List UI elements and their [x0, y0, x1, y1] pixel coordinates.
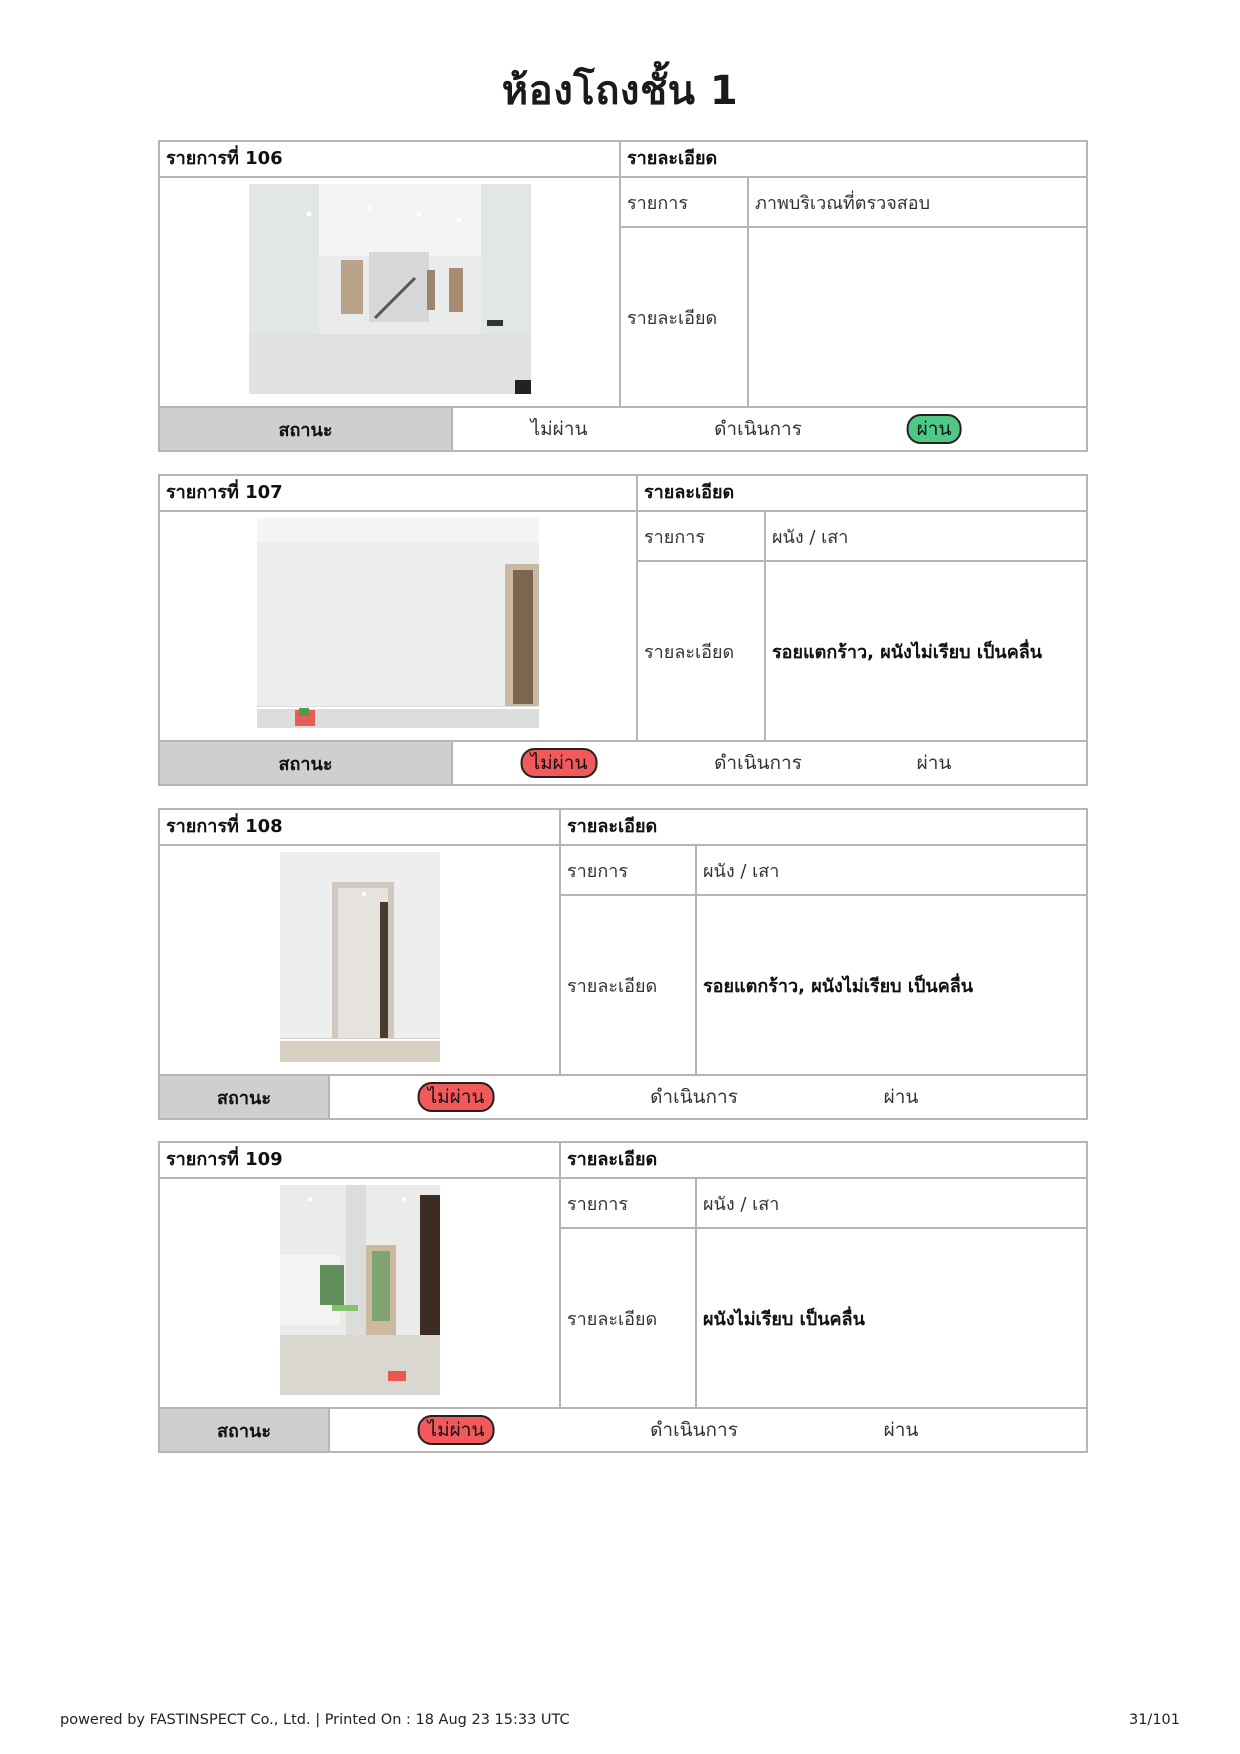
detail-row	[621, 228, 1086, 406]
card-header	[160, 1143, 1086, 1179]
card-header	[160, 142, 1086, 178]
photo-cell	[160, 512, 638, 740]
photo-cell	[160, 1179, 561, 1407]
column-photo[interactable]	[280, 1185, 440, 1395]
status-row	[160, 1409, 1086, 1451]
status-options	[330, 1409, 1086, 1451]
status-option-fail[interactable]: ไม่ผ่าน	[521, 748, 598, 778]
photo-cell	[160, 178, 621, 406]
status-row	[160, 408, 1086, 450]
doorway-photo[interactable]	[280, 852, 440, 1062]
status-option-fail[interactable]: ไม่ผ่าน	[418, 1415, 495, 1445]
item-number: รายการที่ 108	[160, 810, 561, 844]
status-row	[160, 742, 1086, 784]
status-label: สถานะ	[160, 1409, 330, 1451]
status-options	[453, 742, 1086, 784]
detail-label: รายละเอียด	[621, 228, 749, 406]
item-row	[561, 846, 1086, 896]
inspection-card-109	[158, 1141, 1088, 1453]
detail-grid	[638, 512, 1086, 740]
detail-value	[749, 228, 1086, 406]
card-body	[160, 512, 1086, 742]
status-option-pass[interactable]: ผ่าน	[883, 1419, 919, 1441]
detail-grid	[621, 178, 1086, 406]
card-header	[160, 810, 1086, 846]
status-option-fail[interactable]: ไม่ผ่าน	[418, 1082, 495, 1112]
item-label: รายการ	[561, 1179, 697, 1227]
detail-grid	[561, 846, 1086, 1074]
status-option-in-progress[interactable]: ดำเนินการ	[650, 1419, 738, 1441]
item-label: รายการ	[638, 512, 766, 560]
detail-label: รายละเอียด	[638, 562, 766, 740]
item-label: รายการ	[621, 178, 749, 226]
page-title: ห้องโถงชั้น 1	[501, 68, 739, 114]
footer-credit: powered by FASTINSPECT Co., Ltd. | Printed On : 18 Aug 23 15:33 UTC	[60, 1712, 570, 1728]
item-row	[638, 512, 1086, 562]
inspection-card-107	[158, 474, 1088, 786]
inspection-card-106	[158, 140, 1088, 452]
status-options	[330, 1076, 1086, 1118]
status-option-in-progress[interactable]: ดำเนินการ	[650, 1086, 738, 1108]
card-body	[160, 178, 1086, 408]
item-number: รายการที่ 107	[160, 476, 638, 510]
status-option-pass[interactable]: ผ่าน	[907, 414, 962, 444]
card-body	[160, 1179, 1086, 1409]
detail-value: ผนังไม่เรียบ เป็นคลื่น	[703, 1308, 865, 1330]
status-label: สถานะ	[160, 742, 453, 784]
status-option-fail[interactable]: ไม่ผ่าน	[530, 418, 588, 440]
detail-header: รายละเอียด	[627, 148, 718, 169]
status-label: สถานะ	[160, 1076, 330, 1118]
status-options	[453, 408, 1086, 450]
item-value: ผนัง / เสา	[703, 860, 780, 882]
status-option-pass[interactable]: ผ่าน	[916, 752, 952, 774]
status-option-in-progress[interactable]: ดำเนินการ	[714, 418, 802, 440]
item-row	[561, 1179, 1086, 1229]
item-row	[621, 178, 1086, 228]
detail-header: รายละเอียด	[567, 1149, 658, 1170]
item-number: รายการที่ 106	[160, 142, 621, 176]
detail-grid	[561, 1179, 1086, 1407]
photo-cell	[160, 846, 561, 1074]
item-number: รายการที่ 109	[160, 1143, 561, 1177]
detail-value: รอยแตกร้าว, ผนังไม่เรียบ เป็นคลื่น	[703, 975, 974, 997]
status-option-pass[interactable]: ผ่าน	[883, 1086, 919, 1108]
status-option-in-progress[interactable]: ดำเนินการ	[714, 752, 802, 774]
item-value: ภาพบริเวณที่ตรวจสอบ	[755, 192, 930, 214]
detail-label: รายละเอียด	[561, 896, 697, 1074]
detail-value: รอยแตกร้าว, ผนังไม่เรียบ เป็นคลื่น	[772, 641, 1043, 663]
item-label: รายการ	[561, 846, 697, 894]
page-number: 31/101	[1128, 1712, 1180, 1728]
item-value: ผนัง / เสา	[703, 1193, 780, 1215]
card-body	[160, 846, 1086, 1076]
status-row	[160, 1076, 1086, 1118]
status-label: สถานะ	[160, 408, 453, 450]
living-room-photo[interactable]	[249, 184, 531, 394]
detail-header: รายละเอียด	[567, 816, 658, 837]
inspection-card-108	[158, 808, 1088, 1120]
detail-row	[638, 562, 1086, 740]
detail-label: รายละเอียด	[561, 1229, 697, 1407]
detail-row	[561, 896, 1086, 1074]
card-header	[160, 476, 1086, 512]
wall-photo[interactable]	[257, 518, 539, 728]
item-value: ผนัง / เสา	[772, 526, 849, 548]
detail-row	[561, 1229, 1086, 1407]
detail-header: รายละเอียด	[644, 482, 735, 503]
